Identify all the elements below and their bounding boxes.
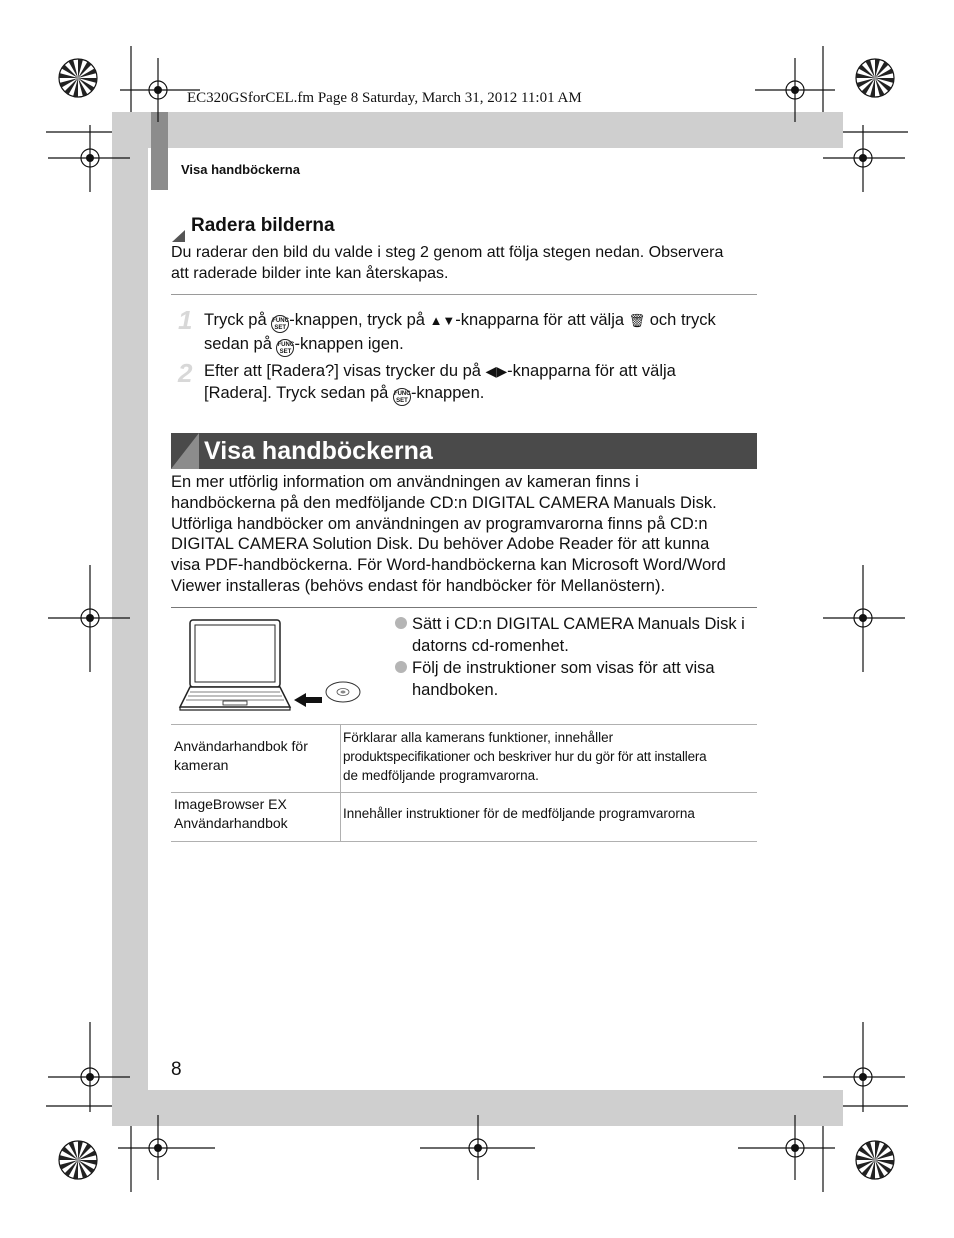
step-text: Tryck på [204, 311, 272, 329]
step-text: Efter att [Radera?] visas trycker du på [204, 362, 486, 380]
step-1 [204, 309, 764, 357]
step-text: sedan på [204, 335, 277, 353]
delete-intro-line-2: att raderade bilder inte kan återskapas. [171, 265, 449, 282]
up-down-arrows-icon: ▲▼ [429, 313, 456, 328]
bullet-text: handboken. [412, 681, 499, 699]
bullet-text: Sätt i CD:n DIGITAL CAMERA Manuals Disk i [412, 615, 745, 633]
step-number-2: 2 [178, 358, 193, 388]
running-title: Visa handböckerna [181, 162, 300, 177]
func-set-button-icon: FUNC SET [276, 339, 294, 357]
page-number: 8 [171, 1059, 182, 1080]
para-line: DIGITAL CAMERA Solution Disk. Du behöver Adobe Reader för att kunna [171, 535, 710, 554]
step-text: [Radera]. Tryck sedan på [204, 384, 393, 402]
step-text: -knapparna för att välja [507, 362, 676, 380]
step-1-line-1 [204, 309, 764, 333]
table-row-2-name [174, 795, 339, 833]
divider [171, 294, 757, 295]
section-title-manuals: Visa handböckerna [204, 437, 433, 465]
para-line: Viewer installeras (behövs endast för handböcker för Mellanöstern). [171, 576, 666, 595]
para-line: handböckerna på den medföljande CD:n DIGITAL CAMERA Manuals Disk. [171, 493, 717, 512]
left-right-arrows-icon: ◀▶ [485, 363, 508, 379]
cell-text: Innehåller instruktioner för de medföljande programvarorna [343, 806, 695, 821]
laptop-cd-illustration [178, 615, 368, 715]
band-triangle-icon [171, 433, 199, 469]
step-text: -knappen. [410, 384, 485, 402]
func-set-button-icon: FUNC SET [393, 388, 411, 406]
table-bottom-line [171, 841, 757, 842]
bullet-item-1 [412, 613, 772, 657]
trash-icon: 🗑 [628, 313, 646, 328]
divider [171, 607, 757, 608]
cell-text: Användarhandbok för [174, 738, 308, 754]
cell-text: Förklarar alla kamerans funktioner, innehåller [343, 730, 614, 745]
section-heading-delete: Radera bilderna [191, 215, 335, 236]
step-text: -knappen, tryck på [289, 311, 430, 329]
step-2-line-1 [204, 360, 764, 382]
bullet-item-2 [412, 657, 772, 701]
func-set-button-icon: FUNC SET [271, 315, 289, 333]
table-row-2-desc [343, 804, 758, 823]
step-text: och tryck [645, 311, 716, 329]
cell-text: ImageBrowser EX [174, 796, 287, 812]
step-number-1: 1 [178, 305, 193, 335]
table-row-1-desc [343, 728, 758, 785]
star-target-icon [856, 59, 894, 97]
para-line: Utförliga handböcker om användningen av programvarorna finns på CD:n [171, 514, 708, 533]
table-row-line [171, 792, 757, 793]
delete-intro-line-1: Du raderar den bild du valde i steg 2 genom att följa stegen nedan. Observera [171, 244, 724, 261]
step-2-line-2 [204, 382, 764, 406]
delete-intro [171, 242, 771, 284]
cell-text: kameran [174, 757, 229, 773]
table-row-1-name [174, 737, 339, 775]
manuals-paragraph [171, 472, 771, 597]
para-line: visa PDF-handböckerna. För Word-handböckerna kan Microsoft Word/Word [171, 556, 726, 575]
bullet-icon [395, 661, 407, 673]
bullet-text: Följ de instruktioner som visas för att visa [412, 659, 715, 677]
star-target-icon [856, 1141, 894, 1179]
bullet-text: datorns cd-romenhet. [412, 637, 569, 655]
file-info-line: EC320GSforCEL.fm Page 8 Saturday, March 31, 2012 11:01 AM [187, 90, 582, 106]
cell-text: de medföljande programvarorna. [343, 768, 539, 783]
cell-text: produktspecifikationer och beskriver hur du gör för att installera [343, 749, 707, 764]
step-1-line-2 [204, 333, 764, 357]
cell-text: Användarhandbok [174, 815, 288, 831]
table-column-divider [340, 724, 341, 841]
step-text: -knapparna för att välja [455, 311, 629, 329]
bullet-icon [395, 617, 407, 629]
table-top-line [171, 724, 757, 725]
para-line: En mer utförlig information om användningen av kameran finns i [171, 473, 639, 491]
star-target-icon [59, 59, 97, 97]
step-2 [204, 360, 764, 406]
star-target-icon [59, 1141, 97, 1179]
step-text: -knappen igen. [294, 335, 404, 353]
heading-triangle-icon [172, 230, 185, 242]
